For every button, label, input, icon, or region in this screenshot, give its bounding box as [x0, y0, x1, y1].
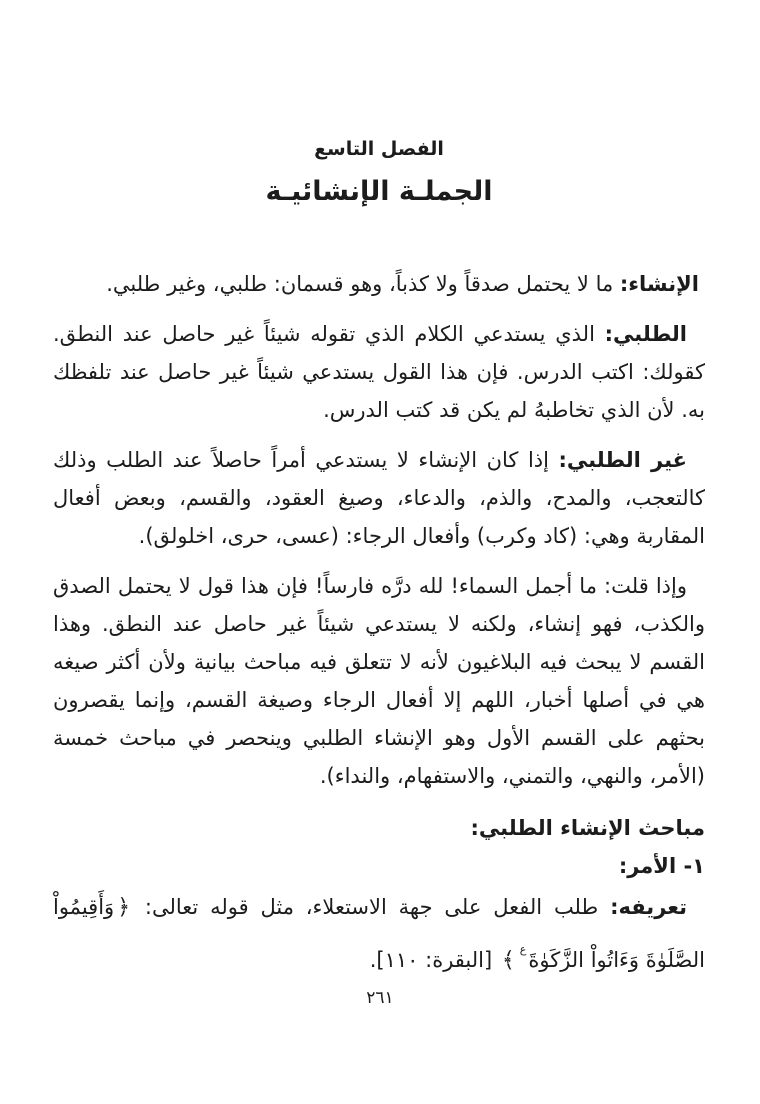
paragraph-body: وإذا قلت: ما أجمل السماء! لله درَّه فارساً! فإن هذا قول لا يحتمل الصدق والكذب، فهو إنشاء، ولكنه لا يستدعي شيئاً غير حاصل عند النطق. وهذا القسم لا يبحث فيه البلاغيون لأنه لا تتعلق فيه مباحث بيانية ولأن أكثر صيغه هي في أصلها أخبار، اللهم إلا أفعال الرجاء وصيغة القسم، وإنما يقصرون بحثهم على القسم الأول وهو الإنشاء الطلبي وينحصر في مباحث خمسة (الأمر، والنهي، والتمني، والاستفهام، والنداء). [53, 574, 705, 788]
waqf-mark-icon: ع [519, 943, 527, 956]
paragraph-talabi-definition [53, 315, 705, 429]
verse-line-2: الصَّلَوٰةَ وَءَاتُواْ الزَّكَوٰةَ [528, 948, 705, 972]
definition-line-2 [53, 928, 705, 983]
verse-word-1: وَأَقِيمُواْ [53, 895, 115, 919]
paragraph-body: إذا كان الإنشاء لا يستدعي أمراً حاصلاً عند الطلب وذلك كالتعجب، والمدح، والذم، والدعاء، وصيغ العقود، والقسم، وبعض أفعال المقاربة وهي: (كاد وكرب) وأفعال الرجاء: (عسى، حرى، اخلولق). [53, 448, 705, 548]
item-number-heading: ١- الأمر: [618, 854, 705, 878]
page-title: الجملـة الإنشائيـة [265, 176, 493, 207]
definition-text: طلب الفعل على جهة الاستعلاء، مثل قوله تعالى: [133, 895, 611, 919]
paragraph-ghayr-talabi-definition [53, 441, 705, 555]
page-number: ٢٦١ [366, 988, 394, 1008]
quran-open-bracket-icon: ﴿ [117, 895, 131, 920]
paragraph-example-discussion [53, 567, 705, 795]
quran-close-bracket-icon: ﴾ [501, 948, 515, 973]
paragraph-lead: غير الطلبي: [558, 448, 687, 472]
definition-line-1 [53, 887, 705, 928]
body-text [53, 265, 705, 983]
paragraph-lead: الإنشاء: [619, 272, 699, 296]
verse-reference: [البقرة: ١١٠]. [369, 948, 493, 972]
paragraph-body: الذي يستدعي الكلام الذي تقوله شيئاً غير حاصل عند النطق. كقولك: اكتب الدرس. فإن هذا القول يستدعي شيئاً غير حاصل عند تلفظك به. لأن الذي تخاطبهُ لم يكن قد كتب الدرس. [53, 322, 705, 422]
paragraph-insha-definition [53, 265, 705, 303]
chapter-label: الفصل التاسع [314, 138, 444, 160]
definition-lead: تعريفه: [610, 895, 687, 919]
text-column [53, 0, 705, 983]
paragraph-body: ما لا يحتمل صدقاً ولا كذباً، وهو قسمان: طلبي، وغير طلبي. [106, 272, 620, 296]
paragraph-lead: الطلبي: [604, 322, 687, 346]
section-heading: مباحث الإنشاء الطلبي: [470, 816, 705, 840]
